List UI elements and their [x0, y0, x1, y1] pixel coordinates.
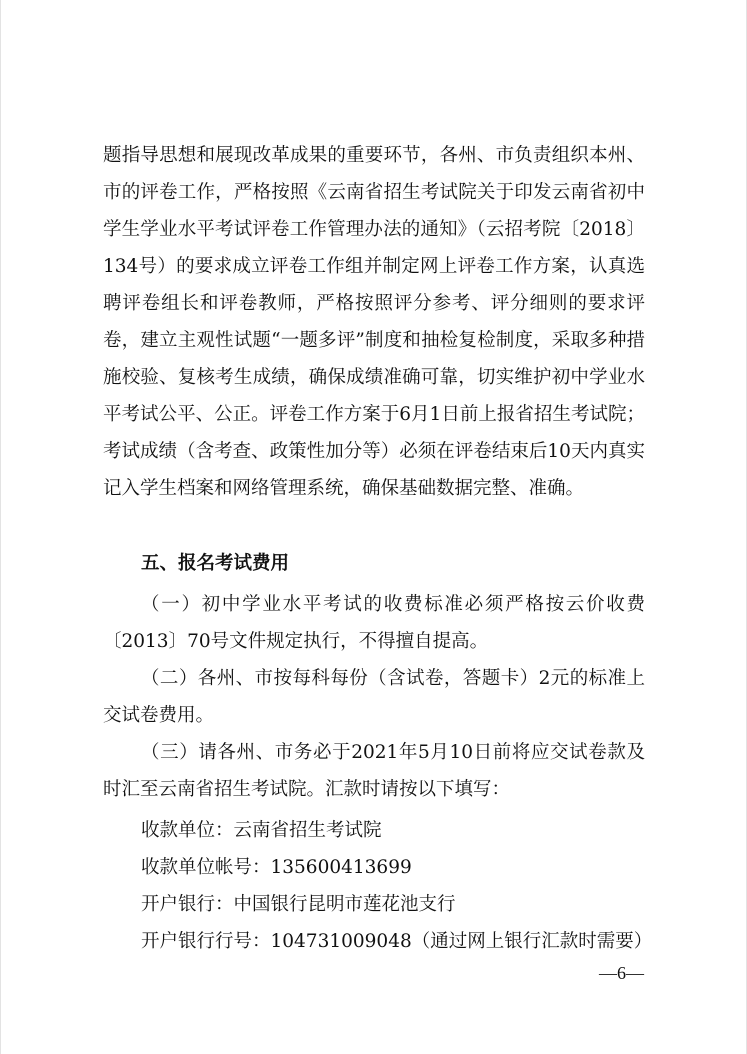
paragraph-exam-grading: 题指导思想和展现改革成果的重要环节，各州、市负责组织本州、市的评卷工作，严格按照《云南省招生考试院关于印发云南省初中学生学业水平考试评卷工作管理办法的通知》（云招考院〔2018〕134号）的要求成立评卷工作组并制定网上评卷工作方案，认真选聘评卷组长和评卷教师，严格按照评分参考、评分细则的要求评卷，建立主观性试题“一题多评”制度和抽检复检制度，采取多种措施校验、复核考生成绩，确保成绩准确可靠，切实维护初中学业水平考试公平、公正。评卷工作方案于6月1日前上报省招生考试院；考试成绩（含考查、政策性加分等）必须在评卷结束后10天内真实记入学生档案和网络管理系统，确保基础数据完整、准确。 — [103, 145, 645, 499]
page-number: —6— — [599, 963, 644, 983]
fee-item-3: （三）请各州、市务必于2021年5月10日前将应交试卷款及时汇至云南省招生考试院。汇款时请按以下填写： — [103, 742, 645, 800]
bank-name-line: 开户银行：中国银行昆明市莲花池支行 — [141, 894, 456, 915]
fee-item-2: （二）各州、市按每科每份（含试卷，答题卡）2元的标准上交试卷费用。 — [103, 668, 645, 726]
account-number-line: 收款单位帐号：135600413699 — [141, 857, 412, 878]
payee-line: 收款单位：云南省招生考试院 — [141, 820, 382, 841]
section-heading-fees: 五、报名考试费用 — [141, 553, 290, 574]
fee-item-1: （一）初中学业水平考试的收费标准必须严格按云价收费〔2013〕70号文件规定执行，不得擅自提高。 — [103, 594, 645, 652]
bank-code-line: 开户银行行号：104731009048（通过网上银行汇款时需要） — [141, 931, 653, 952]
